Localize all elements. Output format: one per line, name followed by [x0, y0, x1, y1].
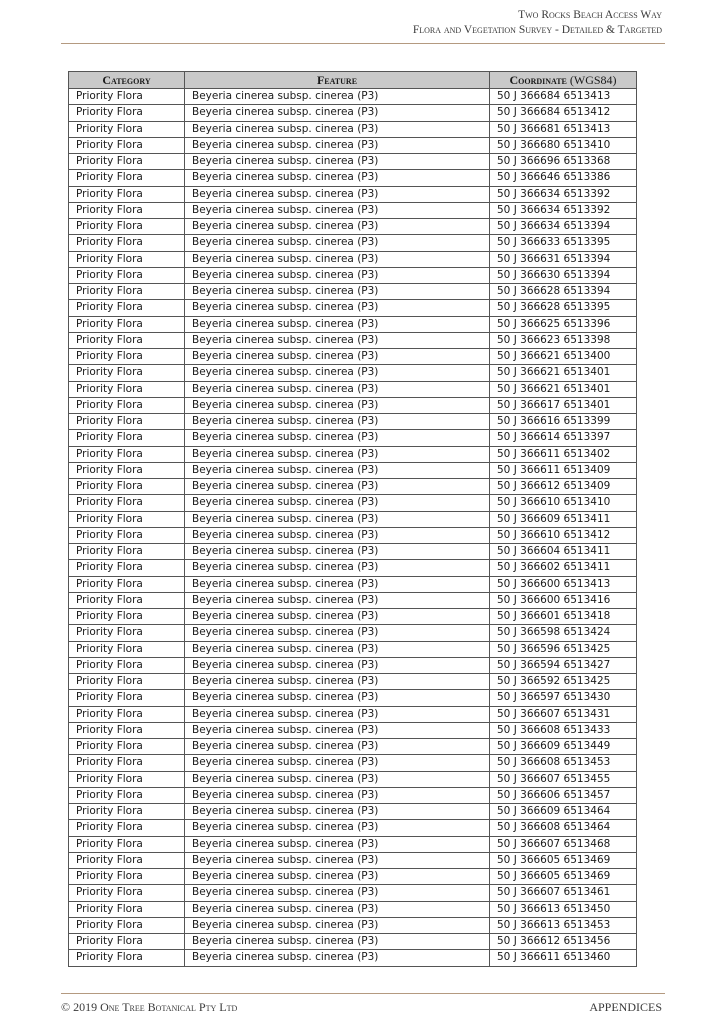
cell-coordinate: 50 J 366614 6513397: [490, 430, 637, 446]
table-row: [69, 137, 637, 153]
table-row: [69, 722, 637, 738]
cell-category: Priority Flora: [69, 462, 185, 478]
cell-coordinate: 50 J 366628 6513394: [490, 284, 637, 300]
table-row: [69, 267, 637, 283]
cell-category: Priority Flora: [69, 901, 185, 917]
cell-category: Priority Flora: [69, 690, 185, 706]
cell-coordinate: 50 J 366600 6513413: [490, 576, 637, 592]
cell-coordinate: 50 J 366594 6513427: [490, 657, 637, 673]
cell-coordinate: 50 J 366630 6513394: [490, 267, 637, 283]
table-row: [69, 479, 637, 495]
cell-feature: Beyeria cinerea subsp. cinerea (P3): [185, 771, 490, 787]
cell-category: Priority Flora: [69, 625, 185, 641]
column-header-category: Category: [69, 72, 185, 89]
cell-feature: Beyeria cinerea subsp. cinerea (P3): [185, 332, 490, 348]
cell-coordinate: 50 J 366613 6513453: [490, 917, 637, 933]
table-row: [69, 154, 637, 170]
cell-feature: Beyeria cinerea subsp. cinerea (P3): [185, 625, 490, 641]
table-row: [69, 511, 637, 527]
cell-feature: Beyeria cinerea subsp. cinerea (P3): [185, 186, 490, 202]
table-row: [69, 332, 637, 348]
table-row: [69, 690, 637, 706]
cell-coordinate: 50 J 366609 6513449: [490, 739, 637, 755]
table-row: [69, 235, 637, 251]
cell-category: Priority Flora: [69, 397, 185, 413]
table-row: [69, 495, 637, 511]
cell-coordinate: 50 J 366634 6513394: [490, 219, 637, 235]
table-row: [69, 300, 637, 316]
table-row: [69, 917, 637, 933]
cell-feature: Beyeria cinerea subsp. cinerea (P3): [185, 121, 490, 137]
document-subtitle: Flora and Vegetation Survey - Detailed & Targeted: [412, 24, 662, 36]
table-row: [69, 755, 637, 771]
cell-coordinate: 50 J 366611 6513409: [490, 462, 637, 478]
table-row: [69, 414, 637, 430]
table-row: [69, 657, 637, 673]
table-row: [69, 852, 637, 868]
cell-coordinate: 50 J 366621 6513401: [490, 365, 637, 381]
cell-category: Priority Flora: [69, 284, 185, 300]
cell-category: Priority Flora: [69, 430, 185, 446]
table-row: [69, 560, 637, 576]
cell-feature: Beyeria cinerea subsp. cinerea (P3): [185, 755, 490, 771]
cell-feature: Beyeria cinerea subsp. cinerea (P3): [185, 657, 490, 673]
cell-category: Priority Flora: [69, 267, 185, 283]
cell-category: Priority Flora: [69, 917, 185, 933]
cell-coordinate: 50 J 366608 6513453: [490, 755, 637, 771]
cell-feature: Beyeria cinerea subsp. cinerea (P3): [185, 641, 490, 657]
cell-coordinate: 50 J 366680 6513410: [490, 137, 637, 153]
cell-feature: Beyeria cinerea subsp. cinerea (P3): [185, 89, 490, 105]
cell-feature: Beyeria cinerea subsp. cinerea (P3): [185, 739, 490, 755]
cell-category: Priority Flora: [69, 609, 185, 625]
cell-feature: Beyeria cinerea subsp. cinerea (P3): [185, 950, 490, 966]
cell-coordinate: 50 J 366602 6513411: [490, 560, 637, 576]
table-header-row: [69, 72, 637, 89]
cell-coordinate: 50 J 366634 6513392: [490, 186, 637, 202]
cell-coordinate: 50 J 366613 6513450: [490, 901, 637, 917]
cell-category: Priority Flora: [69, 592, 185, 608]
cell-feature: Beyeria cinerea subsp. cinerea (P3): [185, 154, 490, 170]
cell-coordinate: 50 J 366606 6513457: [490, 787, 637, 803]
cell-feature: Beyeria cinerea subsp. cinerea (P3): [185, 137, 490, 153]
cell-category: Priority Flora: [69, 739, 185, 755]
cell-category: Priority Flora: [69, 852, 185, 868]
table-row: [69, 202, 637, 218]
cell-coordinate: 50 J 366617 6513401: [490, 397, 637, 413]
cell-coordinate: 50 J 366607 6513468: [490, 836, 637, 852]
cell-category: Priority Flora: [69, 446, 185, 462]
cell-category: Priority Flora: [69, 576, 185, 592]
table-row: [69, 544, 637, 560]
coordinates-table: [68, 71, 637, 967]
cell-category: Priority Flora: [69, 349, 185, 365]
cell-category: Priority Flora: [69, 820, 185, 836]
cell-feature: Beyeria cinerea subsp. cinerea (P3): [185, 527, 490, 543]
cell-coordinate: 50 J 366623 6513398: [490, 332, 637, 348]
cell-coordinate: 50 J 366598 6513424: [490, 625, 637, 641]
table-row: [69, 284, 637, 300]
header-divider: [61, 43, 665, 44]
column-header-coordinate-datum: (WGS84): [569, 72, 617, 87]
table-row: [69, 430, 637, 446]
footer-copyright: © 2019 One Tree Botanical Pty Ltd: [61, 1000, 238, 1014]
page-header: [413, 8, 662, 38]
cell-category: Priority Flora: [69, 332, 185, 348]
cell-category: Priority Flora: [69, 381, 185, 397]
cell-coordinate: 50 J 366604 6513411: [490, 544, 637, 560]
table-row: [69, 365, 637, 381]
cell-feature: Beyeria cinerea subsp. cinerea (P3): [185, 609, 490, 625]
table-row: [69, 170, 637, 186]
column-header-feature: Feature: [185, 72, 490, 89]
cell-category: Priority Flora: [69, 804, 185, 820]
table-row: [69, 397, 637, 413]
cell-feature: Beyeria cinerea subsp. cinerea (P3): [185, 852, 490, 868]
cell-coordinate: 50 J 366600 6513416: [490, 592, 637, 608]
table-row: [69, 446, 637, 462]
cell-coordinate: 50 J 366605 6513469: [490, 852, 637, 868]
table-row: [69, 787, 637, 803]
cell-coordinate: 50 J 366610 6513410: [490, 495, 637, 511]
cell-category: Priority Flora: [69, 950, 185, 966]
cell-category: Priority Flora: [69, 934, 185, 950]
cell-category: Priority Flora: [69, 755, 185, 771]
cell-feature: Beyeria cinerea subsp. cinerea (P3): [185, 592, 490, 608]
cell-coordinate: 50 J 366607 6513461: [490, 885, 637, 901]
cell-category: Priority Flora: [69, 316, 185, 332]
cell-category: Priority Flora: [69, 706, 185, 722]
footer-section-label: APPENDICES: [589, 1000, 662, 1014]
cell-feature: Beyeria cinerea subsp. cinerea (P3): [185, 479, 490, 495]
cell-feature: Beyeria cinerea subsp. cinerea (P3): [185, 170, 490, 186]
cell-feature: Beyeria cinerea subsp. cinerea (P3): [185, 381, 490, 397]
cell-coordinate: 50 J 366631 6513394: [490, 251, 637, 267]
cell-feature: Beyeria cinerea subsp. cinerea (P3): [185, 511, 490, 527]
table-row: [69, 576, 637, 592]
cell-feature: Beyeria cinerea subsp. cinerea (P3): [185, 820, 490, 836]
cell-coordinate: 50 J 366612 6513409: [490, 479, 637, 495]
cell-category: Priority Flora: [69, 657, 185, 673]
cell-coordinate: 50 J 366611 6513402: [490, 446, 637, 462]
cell-coordinate: 50 J 366625 6513396: [490, 316, 637, 332]
table-row: [69, 641, 637, 657]
table-row: [69, 869, 637, 885]
cell-category: Priority Flora: [69, 251, 185, 267]
cell-category: Priority Flora: [69, 869, 185, 885]
cell-feature: Beyeria cinerea subsp. cinerea (P3): [185, 869, 490, 885]
cell-category: Priority Flora: [69, 365, 185, 381]
table-row: [69, 885, 637, 901]
cell-feature: Beyeria cinerea subsp. cinerea (P3): [185, 722, 490, 738]
table-row: [69, 950, 637, 966]
cell-feature: Beyeria cinerea subsp. cinerea (P3): [185, 674, 490, 690]
cell-feature: Beyeria cinerea subsp. cinerea (P3): [185, 267, 490, 283]
table-row: [69, 89, 637, 105]
cell-category: Priority Flora: [69, 836, 185, 852]
cell-feature: Beyeria cinerea subsp. cinerea (P3): [185, 495, 490, 511]
footer-divider: [61, 993, 665, 994]
cell-feature: Beyeria cinerea subsp. cinerea (P3): [185, 430, 490, 446]
cell-coordinate: 50 J 366596 6513425: [490, 641, 637, 657]
table-row: [69, 462, 637, 478]
table-row: [69, 901, 637, 917]
column-header-coordinate-label: Coordinate: [509, 72, 567, 87]
cell-coordinate: 50 J 366696 6513368: [490, 154, 637, 170]
cell-coordinate: 50 J 366634 6513392: [490, 202, 637, 218]
table-row: [69, 316, 637, 332]
cell-coordinate: 50 J 366684 6513413: [490, 89, 637, 105]
cell-coordinate: 50 J 366597 6513430: [490, 690, 637, 706]
cell-feature: Beyeria cinerea subsp. cinerea (P3): [185, 300, 490, 316]
table-row: [69, 771, 637, 787]
cell-category: Priority Flora: [69, 527, 185, 543]
cell-category: Priority Flora: [69, 479, 185, 495]
cell-feature: Beyeria cinerea subsp. cinerea (P3): [185, 284, 490, 300]
cell-category: Priority Flora: [69, 414, 185, 430]
cell-coordinate: 50 J 366621 6513401: [490, 381, 637, 397]
cell-coordinate: 50 J 366607 6513455: [490, 771, 637, 787]
table-row: [69, 609, 637, 625]
cell-feature: Beyeria cinerea subsp. cinerea (P3): [185, 349, 490, 365]
table-row: [69, 381, 637, 397]
cell-category: Priority Flora: [69, 202, 185, 218]
table-row: [69, 804, 637, 820]
cell-feature: Beyeria cinerea subsp. cinerea (P3): [185, 560, 490, 576]
cell-feature: Beyeria cinerea subsp. cinerea (P3): [185, 901, 490, 917]
table-row: [69, 592, 637, 608]
cell-category: Priority Flora: [69, 641, 185, 657]
cell-category: Priority Flora: [69, 137, 185, 153]
cell-coordinate: 50 J 366616 6513399: [490, 414, 637, 430]
cell-category: Priority Flora: [69, 787, 185, 803]
cell-category: Priority Flora: [69, 300, 185, 316]
cell-coordinate: 50 J 366610 6513412: [490, 527, 637, 543]
cell-feature: Beyeria cinerea subsp. cinerea (P3): [185, 446, 490, 462]
table-row: [69, 820, 637, 836]
cell-feature: Beyeria cinerea subsp. cinerea (P3): [185, 251, 490, 267]
cell-feature: Beyeria cinerea subsp. cinerea (P3): [185, 576, 490, 592]
cell-feature: Beyeria cinerea subsp. cinerea (P3): [185, 706, 490, 722]
cell-coordinate: 50 J 366609 6513464: [490, 804, 637, 820]
cell-feature: Beyeria cinerea subsp. cinerea (P3): [185, 804, 490, 820]
cell-coordinate: 50 J 366605 6513469: [490, 869, 637, 885]
table-row: [69, 739, 637, 755]
cell-coordinate: 50 J 366611 6513460: [490, 950, 637, 966]
cell-feature: Beyeria cinerea subsp. cinerea (P3): [185, 105, 490, 121]
cell-category: Priority Flora: [69, 235, 185, 251]
cell-category: Priority Flora: [69, 121, 185, 137]
cell-category: Priority Flora: [69, 771, 185, 787]
cell-feature: Beyeria cinerea subsp. cinerea (P3): [185, 690, 490, 706]
cell-category: Priority Flora: [69, 105, 185, 121]
cell-coordinate: 50 J 366612 6513456: [490, 934, 637, 950]
cell-category: Priority Flora: [69, 560, 185, 576]
cell-coordinate: 50 J 366608 6513464: [490, 820, 637, 836]
cell-feature: Beyeria cinerea subsp. cinerea (P3): [185, 397, 490, 413]
cell-feature: Beyeria cinerea subsp. cinerea (P3): [185, 934, 490, 950]
table-row: [69, 836, 637, 852]
table-row: [69, 219, 637, 235]
table-row: [69, 625, 637, 641]
table-row: [69, 527, 637, 543]
cell-feature: Beyeria cinerea subsp. cinerea (P3): [185, 414, 490, 430]
cell-feature: Beyeria cinerea subsp. cinerea (P3): [185, 235, 490, 251]
table-row: [69, 105, 637, 121]
cell-feature: Beyeria cinerea subsp. cinerea (P3): [185, 544, 490, 560]
cell-feature: Beyeria cinerea subsp. cinerea (P3): [185, 462, 490, 478]
cell-category: Priority Flora: [69, 219, 185, 235]
table-row: [69, 934, 637, 950]
cell-category: Priority Flora: [69, 674, 185, 690]
cell-feature: Beyeria cinerea subsp. cinerea (P3): [185, 917, 490, 933]
cell-coordinate: 50 J 366646 6513386: [490, 170, 637, 186]
document-title: Two Rocks Beach Access Way: [518, 9, 662, 21]
cell-category: Priority Flora: [69, 511, 185, 527]
cell-category: Priority Flora: [69, 154, 185, 170]
table-row: [69, 349, 637, 365]
cell-category: Priority Flora: [69, 89, 185, 105]
table-row: [69, 674, 637, 690]
cell-coordinate: 50 J 366633 6513395: [490, 235, 637, 251]
cell-coordinate: 50 J 366628 6513395: [490, 300, 637, 316]
cell-feature: Beyeria cinerea subsp. cinerea (P3): [185, 316, 490, 332]
cell-category: Priority Flora: [69, 544, 185, 560]
table-row: [69, 706, 637, 722]
cell-coordinate: 50 J 366609 6513411: [490, 511, 637, 527]
cell-feature: Beyeria cinerea subsp. cinerea (P3): [185, 219, 490, 235]
table-row: [69, 186, 637, 202]
table-row: [69, 251, 637, 267]
table-row: [69, 121, 637, 137]
cell-coordinate: 50 J 366684 6513412: [490, 105, 637, 121]
cell-category: Priority Flora: [69, 885, 185, 901]
cell-coordinate: 50 J 366681 6513413: [490, 121, 637, 137]
cell-feature: Beyeria cinerea subsp. cinerea (P3): [185, 885, 490, 901]
cell-feature: Beyeria cinerea subsp. cinerea (P3): [185, 836, 490, 852]
cell-feature: Beyeria cinerea subsp. cinerea (P3): [185, 202, 490, 218]
cell-feature: Beyeria cinerea subsp. cinerea (P3): [185, 787, 490, 803]
column-header-coordinate: [490, 72, 637, 89]
cell-category: Priority Flora: [69, 722, 185, 738]
cell-coordinate: 50 J 366608 6513433: [490, 722, 637, 738]
cell-feature: Beyeria cinerea subsp. cinerea (P3): [185, 365, 490, 381]
cell-coordinate: 50 J 366601 6513418: [490, 609, 637, 625]
cell-coordinate: 50 J 366621 6513400: [490, 349, 637, 365]
cell-category: Priority Flora: [69, 495, 185, 511]
cell-coordinate: 50 J 366592 6513425: [490, 674, 637, 690]
cell-coordinate: 50 J 366607 6513431: [490, 706, 637, 722]
cell-category: Priority Flora: [69, 170, 185, 186]
cell-category: Priority Flora: [69, 186, 185, 202]
